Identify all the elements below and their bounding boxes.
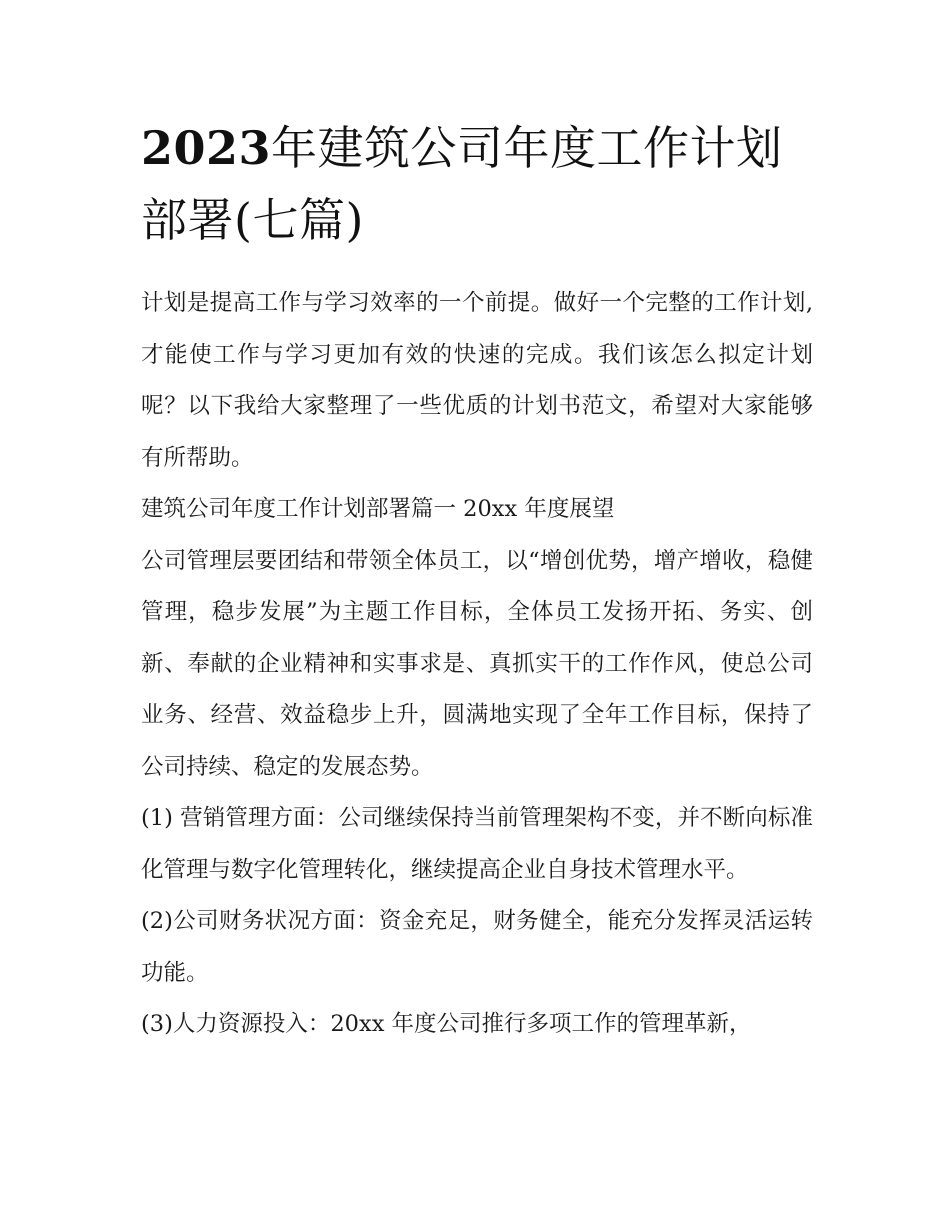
section-heading: 建筑公司年度工作计划部署篇一 20xx 年度展望	[141, 496, 615, 522]
title-text: 年建筑公司年度工作计划部署(七篇)	[141, 121, 783, 247]
list-item-finance: (2)公司财务状况方面：资金充足，财务健全，能充分发挥灵活运转功能。	[141, 908, 813, 986]
intro-paragraph: 计划是提高工作与学习效率的一个前提。做好一个完整的工作计划,才能使工作与学习更加有效的快速的完成。我们该怎么拟定计划呢？以下我给大家整理了一些优质的计划书范文，希望对大家能够有所帮助。	[141, 290, 813, 471]
body-paragraph: 公司管理层要团结和带领全体员工，以“增创优势，增产增收，稳健管理，稳步发展”为主题工作目标，全体员工发扬开拓、务实、创新、奉献的企业精神和实事求是、真抓实干的工作作风，使总公司业务、经营、效益稳步上升，圆满地实现了全年工作目标，保持了公司持续、稳定的发展态势。	[141, 547, 813, 780]
title-year: 2023	[141, 121, 272, 175]
list-item-hr: (3)人力资源投入：20xx 年度公司推行多项工作的管理革新，	[141, 1011, 752, 1037]
document-title	[141, 112, 813, 256]
document-content	[141, 112, 813, 1051]
document-body	[141, 278, 813, 1051]
list-item-marketing: (1) 营销管理方面：公司继续保持当前管理架构不变，并不断向标准化管理与数字化管理转化，继续提高企业自身技术管理水平。	[141, 805, 813, 883]
